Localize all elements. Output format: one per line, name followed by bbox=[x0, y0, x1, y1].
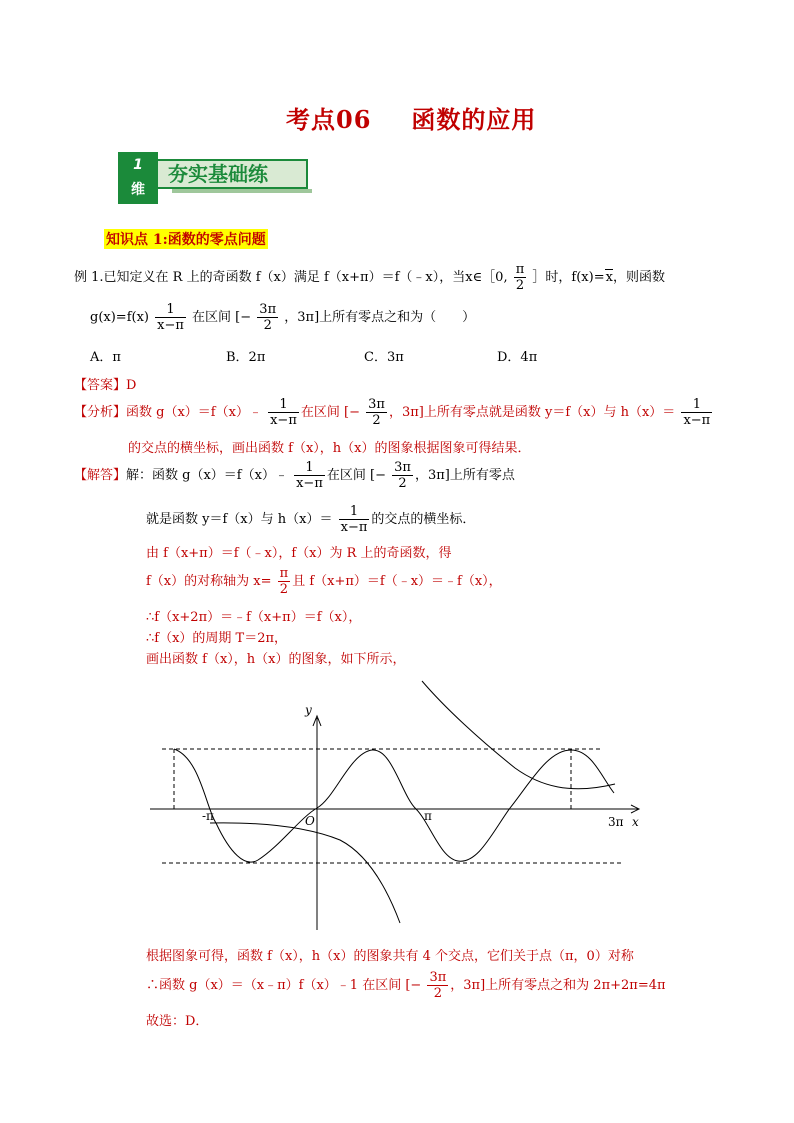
solution-line1 bbox=[74, 460, 515, 491]
pi-label: π bbox=[424, 809, 432, 823]
solution-line3: 由 f（x+π）＝f（﹣x），f（x）为 R 上的奇函数，得 bbox=[146, 546, 452, 561]
h-curve-left bbox=[210, 823, 400, 923]
answer-value: D bbox=[126, 378, 137, 393]
title-part1: 考点06 bbox=[286, 105, 372, 134]
fraction: $\frac{1}{x-\pi}$ bbox=[340, 504, 368, 535]
fraction: $\frac{3\pi}{2}$ bbox=[394, 460, 411, 491]
example-text: 在区间 [− bbox=[192, 310, 252, 325]
answer-label: 【答案】 bbox=[74, 378, 127, 393]
banner-label: 夯实基础练 bbox=[158, 159, 308, 189]
solution-text: 的交点的横坐标． bbox=[371, 512, 476, 527]
solution-text: f（x）的对称轴为 x= bbox=[146, 574, 272, 589]
banner-shadow bbox=[172, 189, 312, 193]
fraction: $\frac{\pi}{2}$ bbox=[515, 262, 525, 293]
example-text: 例 1.已知定义在 R 上的奇函数 f（x）满足 f（x+π）＝f（﹣x），当x∈［0, bbox=[74, 270, 508, 285]
solution-line10: 故选：D． bbox=[146, 1014, 209, 1029]
fraction: $\frac{1}{x-\pi}$ bbox=[270, 397, 297, 428]
example-text: ］时，f(x)= bbox=[532, 270, 605, 285]
f-curve bbox=[174, 749, 614, 862]
solution-line6: ∴f（x）的周期 T＝2π， bbox=[146, 631, 288, 646]
solution-text: ，3π]上所有零点之和为 2π+2π=4π bbox=[450, 978, 666, 993]
section-banner bbox=[118, 152, 314, 204]
y-label: y bbox=[305, 703, 312, 717]
option-a: A．π bbox=[90, 350, 121, 365]
solution-line9 bbox=[146, 970, 666, 1001]
function-graph bbox=[140, 668, 660, 933]
h-curve-right bbox=[422, 681, 615, 789]
knowledge-point-heading: 知识点 1:函数的零点问题 bbox=[104, 229, 268, 249]
fraction: $\frac{3\pi}{2}$ bbox=[429, 970, 447, 1001]
solution-line5: ∴f（x+2π）＝﹣f（x+π）＝f（x）， bbox=[146, 610, 362, 625]
fraction: $\frac{1}{x-\pi}$ bbox=[296, 460, 323, 491]
banner-num-top: 1 bbox=[133, 157, 143, 173]
fraction: $\frac{1}{x-\pi}$ bbox=[157, 302, 184, 333]
example-line2 bbox=[90, 302, 475, 333]
sqrt: x bbox=[605, 270, 613, 285]
x-label: x bbox=[632, 815, 639, 829]
solution-text: ，3π]上所有零点 bbox=[414, 468, 515, 483]
fraction: $\frac{3\pi}{2}$ bbox=[259, 302, 277, 333]
solution-text: 在区间 [− bbox=[326, 468, 386, 483]
solution-text: 解：函数 g（x）＝f（x）﹣ bbox=[126, 468, 288, 483]
analysis-text: 在区间 [− bbox=[300, 405, 360, 420]
solution-text: 就是函数 y＝f（x）与 h（x）＝ bbox=[146, 512, 333, 527]
page-title bbox=[286, 100, 536, 135]
solution-line8: 根据图象可得，函数 f（x），h（x）的图象共有 4 个交点，它们关于点（π，0）对称 bbox=[146, 949, 634, 964]
example-line1 bbox=[74, 262, 665, 293]
analysis-line1 bbox=[74, 397, 714, 428]
analysis-text: 函数 g（x）＝f（x）﹣ bbox=[126, 405, 262, 420]
option-b: B．2π bbox=[226, 350, 266, 365]
analysis-label: 【分析】 bbox=[74, 405, 127, 420]
origin-label: O bbox=[305, 814, 315, 828]
example-text: g(x)=f(x) bbox=[90, 310, 149, 325]
example-text: ，则函数 bbox=[612, 270, 665, 285]
answer-line bbox=[74, 374, 136, 393]
solution-label: 【解答】 bbox=[74, 468, 127, 483]
banner-number bbox=[118, 152, 158, 204]
solution-line4 bbox=[146, 566, 502, 597]
option-c: C．3π bbox=[364, 350, 404, 365]
option-d: D．4π bbox=[497, 350, 538, 365]
fraction: $\frac{3\pi}{2}$ bbox=[368, 397, 385, 428]
analysis-text: ，3π]上所有零点就是函数 y＝f（x）与 h（x）＝ bbox=[388, 405, 676, 420]
fraction: $\frac{\pi}{2}$ bbox=[279, 566, 289, 597]
solution-line7: 画出函数 f（x），h（x）的图象，如下所示， bbox=[146, 652, 406, 667]
solution-text: 且 f（x+π）＝f（﹣x）＝﹣f（x）， bbox=[292, 574, 502, 589]
analysis-line2: 的交点的横坐标，画出函数 f（x），h（x）的图象根据图象可得结果． bbox=[128, 441, 531, 456]
example-text: ，3π]上所有零点之和为（ ） bbox=[284, 310, 476, 325]
solution-line2 bbox=[146, 504, 475, 535]
solution-text: ∴函数 g（x）＝（x﹣π）f（x）﹣1 在区间 [− bbox=[146, 978, 422, 993]
title-part2: 函数的应用 bbox=[411, 105, 537, 134]
banner-num-bottom: 维 bbox=[131, 182, 145, 198]
neg-pi-label: -π bbox=[202, 809, 214, 823]
fraction: $\frac{1}{x-\pi}$ bbox=[683, 397, 711, 428]
three-pi-label: 3π bbox=[608, 815, 624, 829]
